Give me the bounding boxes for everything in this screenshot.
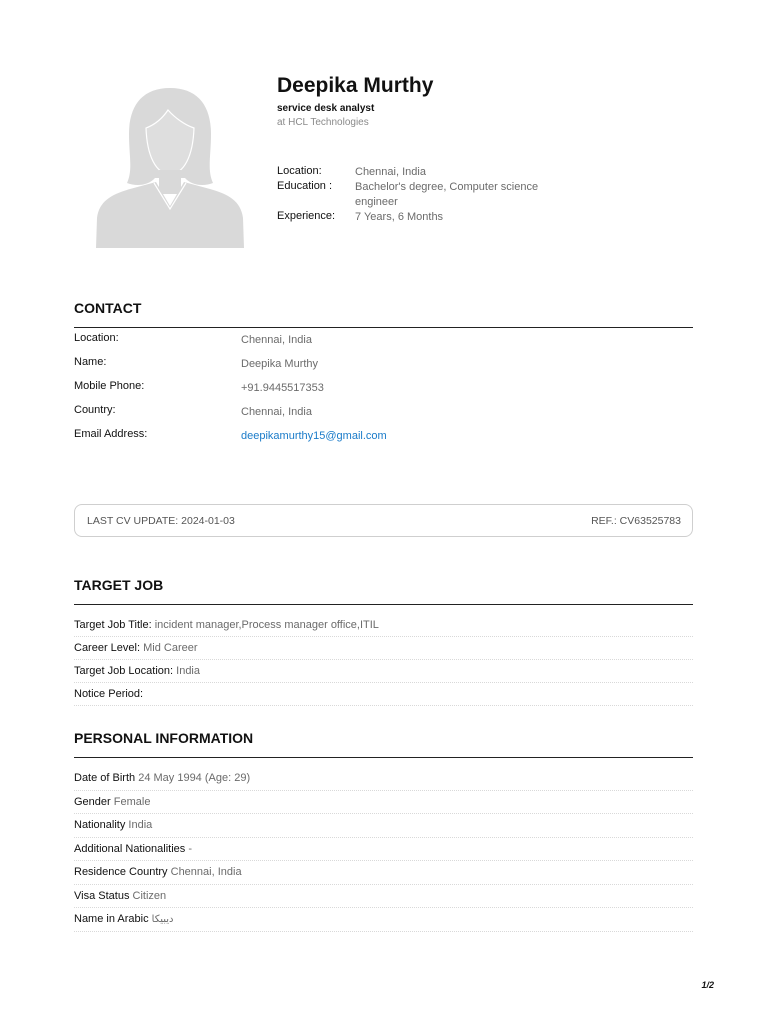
kv-label: Gender	[74, 795, 111, 808]
target-job-location-row	[74, 660, 693, 683]
name-in-arabic-row	[74, 908, 693, 932]
kv-label: Nationality	[74, 819, 126, 831]
profile-details	[277, 165, 577, 225]
target-job-title-row	[74, 614, 693, 637]
email-link[interactable]: deepikamurthy15@gmail.com	[241, 430, 387, 442]
detail-value: 7 Years, 6 Months	[355, 211, 444, 223]
kv-label: Notice Period:	[74, 688, 144, 700]
contact-row-mobile-phone	[74, 378, 693, 402]
contact-value: Chennai, India	[241, 406, 312, 418]
detail-row-location	[277, 165, 577, 180]
detail-value: Bachelor's degree, Computer science engineer	[355, 181, 539, 208]
kv-label: Target Job Title:	[74, 619, 152, 631]
visa-status-row	[74, 885, 693, 909]
kv-label: Visa Status	[74, 889, 130, 902]
detail-label: Experience:	[277, 210, 336, 222]
candidate-name: Deepika Murthy	[277, 74, 434, 97]
contact-label: Country:	[74, 404, 116, 416]
kv-value: ديبيكا	[151, 914, 174, 925]
kv-value: incident manager,Process manager office,ITIL	[154, 619, 379, 631]
contact-value: Deepika Murthy	[241, 358, 319, 370]
kv-label: Name in Arabic	[74, 913, 149, 925]
kv-label: Target Job Location:	[74, 665, 174, 677]
kv-value: Mid Career	[143, 642, 198, 654]
contact-row-location	[74, 330, 693, 354]
kv-value: 24 May 1994 (Age: 29)	[138, 772, 251, 784]
contact-label: Email Address:	[74, 428, 148, 440]
detail-label: Education :	[277, 180, 333, 192]
gender-row	[74, 791, 693, 815]
date-of-birth-row	[74, 767, 693, 791]
company-name: at HCL Technologies	[277, 117, 369, 128]
contact-row-country	[74, 402, 693, 426]
kv-label: Date of Birth	[74, 772, 136, 784]
personal-information-list	[74, 767, 693, 932]
residence-country-row	[74, 861, 693, 885]
cv-reference: REF.: CV63525783	[591, 514, 681, 527]
job-title: service desk analyst	[277, 103, 375, 114]
page-number: 1/2	[701, 980, 714, 990]
contact-label: Name:	[74, 356, 107, 368]
contact-label: Mobile Phone:	[74, 380, 145, 392]
last-cv-update: LAST CV UPDATE: 2024-01-03	[87, 514, 235, 527]
contact-value: Chennai, India	[241, 334, 312, 346]
female-avatar-placeholder-icon	[96, 88, 244, 248]
kv-value: -	[188, 842, 193, 855]
additional-nationalities-row	[74, 838, 693, 862]
contact-list	[74, 330, 693, 450]
profile-header	[277, 73, 697, 130]
notice-period-row	[74, 683, 693, 706]
target-job-heading: TARGET JOB	[74, 576, 693, 605]
detail-value: Chennai, India	[355, 166, 426, 178]
contact-row-email	[74, 426, 693, 450]
personal-information-heading: PERSONAL INFORMATION	[74, 729, 693, 758]
career-level-row	[74, 637, 693, 660]
contact-label: Location:	[74, 332, 119, 344]
nationality-row	[74, 814, 693, 838]
cv-meta-box	[74, 504, 693, 537]
contact-value: +91.9445517353	[241, 382, 324, 394]
target-job-list	[74, 614, 693, 706]
contact-heading: CONTACT	[74, 299, 693, 328]
kv-value: Citizen	[132, 889, 167, 902]
kv-value: Chennai, India	[170, 866, 242, 878]
detail-label: Location:	[277, 165, 322, 177]
kv-label: Career Level:	[74, 642, 141, 654]
detail-row-experience	[277, 210, 577, 225]
kv-label: Additional Nationalities	[74, 842, 186, 855]
contact-row-name	[74, 354, 693, 378]
kv-value: India	[176, 665, 200, 677]
detail-row-education	[277, 180, 577, 210]
kv-value: India	[128, 819, 153, 831]
kv-value: Female	[113, 795, 151, 808]
kv-label: Residence Country	[74, 866, 168, 878]
